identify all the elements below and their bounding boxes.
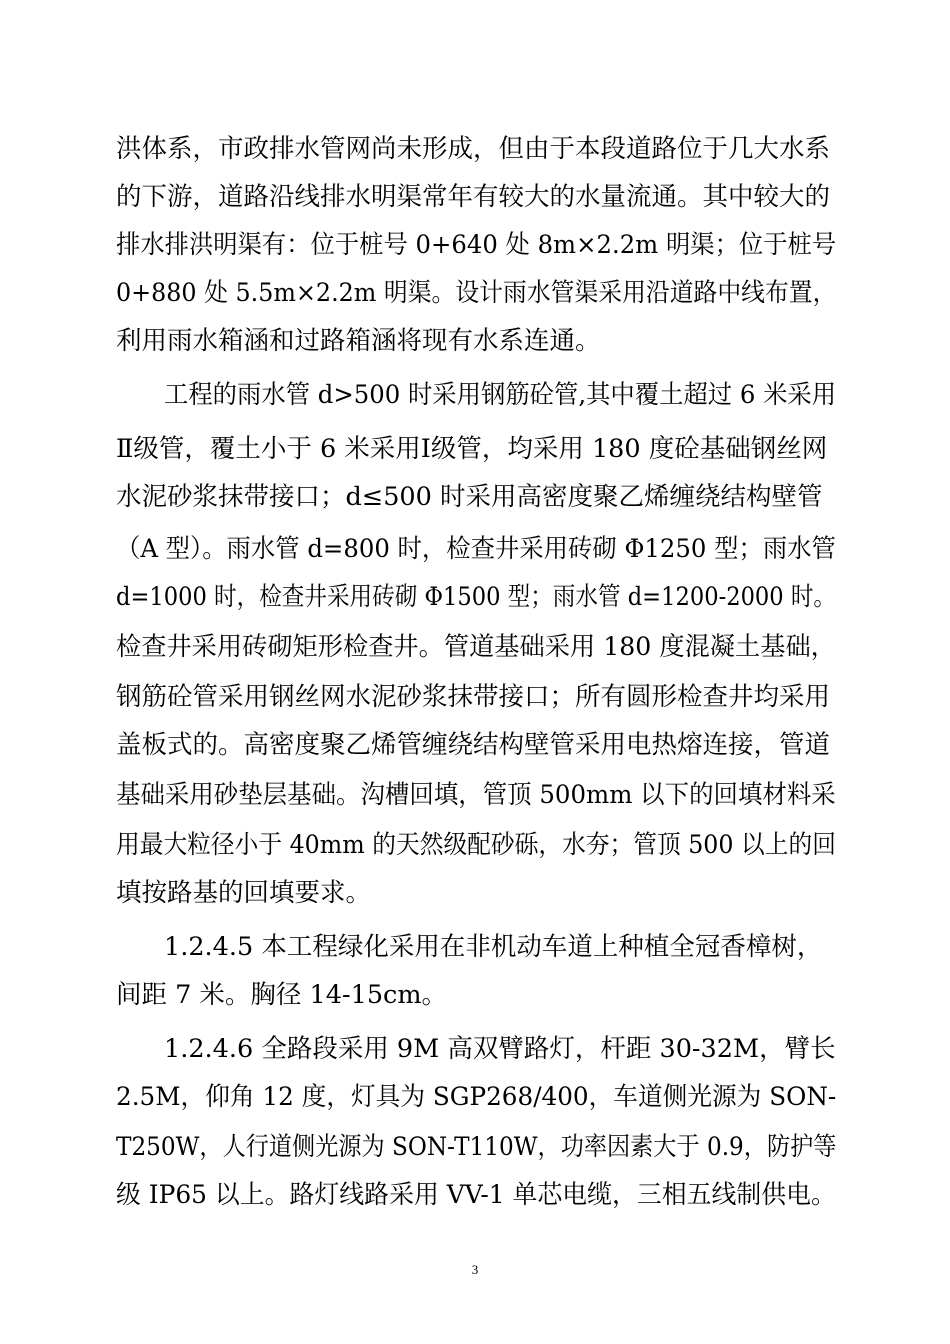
text-line: 盖板式的。高密度聚乙烯管缠绕结构壁管采用电热熔连接，管道 xyxy=(116,730,831,760)
text-line: 用最大粒径小于 40mm 的天然级配砂砾，水夯；管顶 500 以上的回 xyxy=(116,830,836,860)
text-line: T250W，人行道侧光源为 SON-T110W，功率因素大于 0.9，防护等 xyxy=(116,1132,837,1162)
text-line: 基础采用砂垫层基础。沟槽回填，管顶 500mm 以下的回填材料采 xyxy=(116,780,836,810)
text-line: 工程的雨水管 d>500 时采用钢筋砼管,其中覆土超过 6 米采用 xyxy=(164,380,837,410)
text-line: 钢筋砼管采用钢丝网水泥砂浆抹带接口；所有圆形检查井均采用 xyxy=(116,682,831,712)
text-line: 的下游，道路沿线排水明渠常年有较大的水量流通。其中较大的 xyxy=(116,182,831,212)
text-line: 填按路基的回填要求。 xyxy=(116,878,372,908)
text-line: 0+880 处 5.5m×2.2m 明渠。设计雨水管渠采用沿道路中线布置， xyxy=(116,278,837,308)
text-line: 水泥砂浆抹带接口；d≤500 时采用高密度聚乙烯缠绕结构壁管 xyxy=(116,482,823,512)
text-line: 1.2.4.6 全路段采用 9M 高双臂路灯，杆距 30-32M，臂长 xyxy=(164,1034,836,1064)
text-line: 检查井采用砖砌矩形检查井。管道基础采用 180 度混凝土基础， xyxy=(116,632,836,662)
text-line: 排水排洪明渠有：位于桩号 0+640 处 8m×2.2m 明渠；位于桩号 xyxy=(116,230,837,260)
text-line: 利用雨水箱涵和过路箱涵将现有水系连通。 xyxy=(116,326,601,356)
text-line: Ⅱ级管，覆土小于 6 米采用Ⅰ级管，均采用 180 度砼基础钢丝网 xyxy=(116,434,828,464)
text-line: 2.5M，仰角 12 度，灯具为 SGP268/400，车道侧光源为 SON- xyxy=(116,1082,837,1112)
page-number: 3 xyxy=(471,1262,479,1277)
text-line: d=1000 时，检查井采用砖砌 Φ1500 型；雨水管 d=1200-2000 时。 xyxy=(116,582,837,612)
text-line: （A 型）。雨水管 d=800 时，检查井采用砖砌 Φ1250 型；雨水管 xyxy=(116,534,836,564)
text-line: 洪体系，市政排水管网尚未形成，但由于本段道路位于几大水系 xyxy=(116,134,831,164)
text-line: 级 IP65 以上。路灯线路采用 VV-1 单芯电缆，三相五线制供电。 xyxy=(116,1180,836,1210)
text-line: 间距 7 米。胸径 14-15cm。 xyxy=(116,980,448,1010)
text-line: 1.2.4.5 本工程绿化采用在非机动车道上种植全冠香樟树， xyxy=(164,932,823,962)
